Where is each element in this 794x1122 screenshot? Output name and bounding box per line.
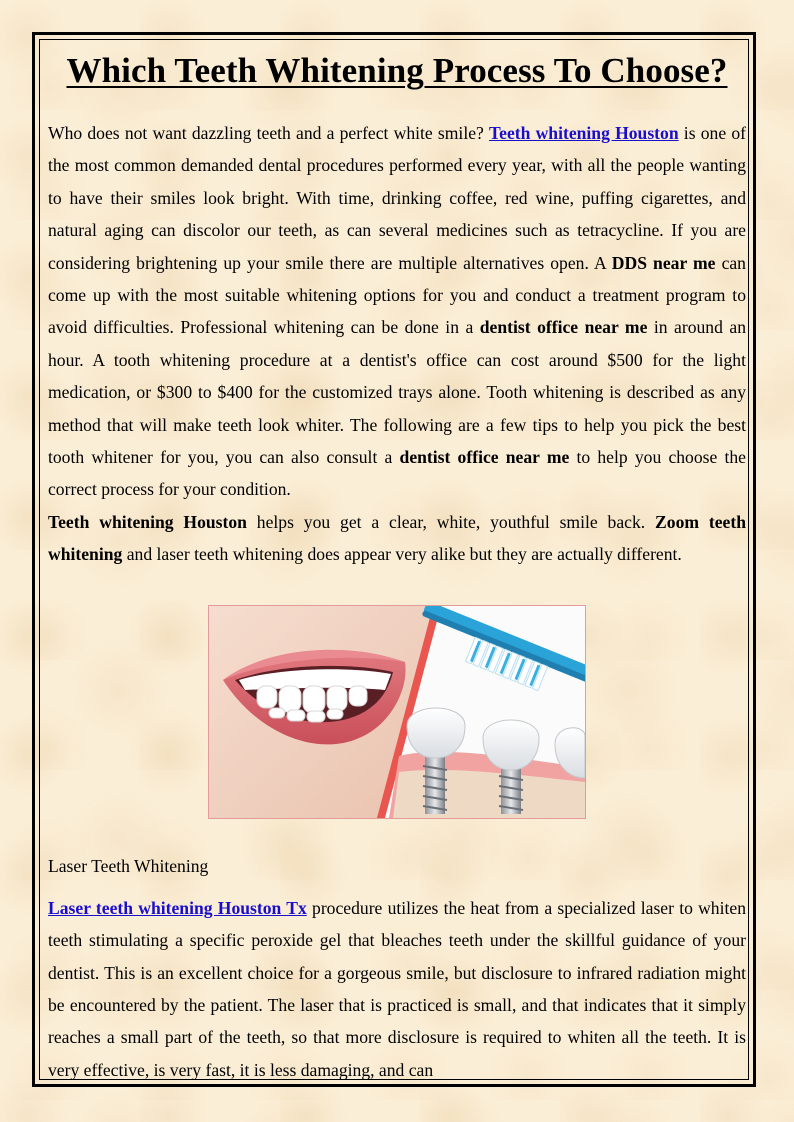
dentist-office-bold-1: dentist office near me: [479, 317, 648, 338]
second-paragraph: [48, 506, 746, 571]
second-text-2: and laser teeth whitening does appear very alike but they are actually different.: [122, 544, 682, 565]
zoom-teeth-whitening-bold: Zoom teeth whitening: [48, 511, 746, 565]
dentist-office-bold-2: dentist office near me: [399, 447, 570, 468]
laser-teeth-whitening-heading: Laser Teeth Whitening: [48, 855, 209, 876]
intro-paragraph: [48, 117, 746, 506]
teeth-whitening-houston-bold: Teeth whitening Houston: [48, 511, 247, 532]
laser-text-1: procedure utilizes the heat from a specialized laser to whiten teeth stimulating a specific peroxide gel that bleaches teeth under the skillful guidance of your dentist. This is an excellent choice for a gorgeous smile, but disclosure to infrared radiation might be encountered by the patient. The laser that is practiced is small, and that indicates that it simply reaches a small part of the teeth, so that more disclosure is required to whiten all the teeth. It is very effective, is very fast, it is less damaging, and can: [48, 897, 746, 1080]
laser-paragraph: [48, 892, 746, 1086]
document-body: [48, 40, 746, 1086]
second-text-1: helps you get a clear, white, youthful smile back.: [246, 511, 656, 532]
page-title: Which Teeth Whitening Process To Choose?: [66, 51, 728, 90]
laser-teeth-whitening-link[interactable]: Laser teeth whitening Houston Tx: [48, 897, 307, 918]
smile-and-dental-implants-image: [208, 605, 586, 819]
intro-text-5: to help you choose the correct process for your condition.: [48, 447, 746, 500]
smile-and-dental-implants-icon: [209, 606, 585, 818]
intro-text-3: can come up with the most suitable whitening options for you and conduct a treatment program to avoid difficulties. Professional whitening can be done in a: [48, 252, 746, 338]
intro-text-2: is one of the most common demanded dental procedures performed every year, with all the people wanting to have their smiles look bright. With time, drinking coffee, red wine, puffing cigarettes, and natural aging can discolor our teeth, as can several medicines such as tetracycline. If you are considering brightening up your smile there are multiple alternatives open. A: [48, 123, 746, 273]
dds-near-me-bold: DDS near me: [611, 252, 716, 273]
teeth-whitening-houston-link[interactable]: Teeth whitening Houston: [489, 123, 679, 143]
intro-text-1: Who does not want dazzling teeth and a perfect white smile?: [48, 123, 490, 143]
intro-text-4: in around an hour. A tooth whitening procedure at a dentist's office can cost around $500 for the light medication, or $300 to $400 for the customized trays alone. Tooth whitening is described as any method that will make teeth look whiter. The following are a few tips to help you pick the best tooth whitener for you, you can also consult a: [48, 317, 746, 468]
